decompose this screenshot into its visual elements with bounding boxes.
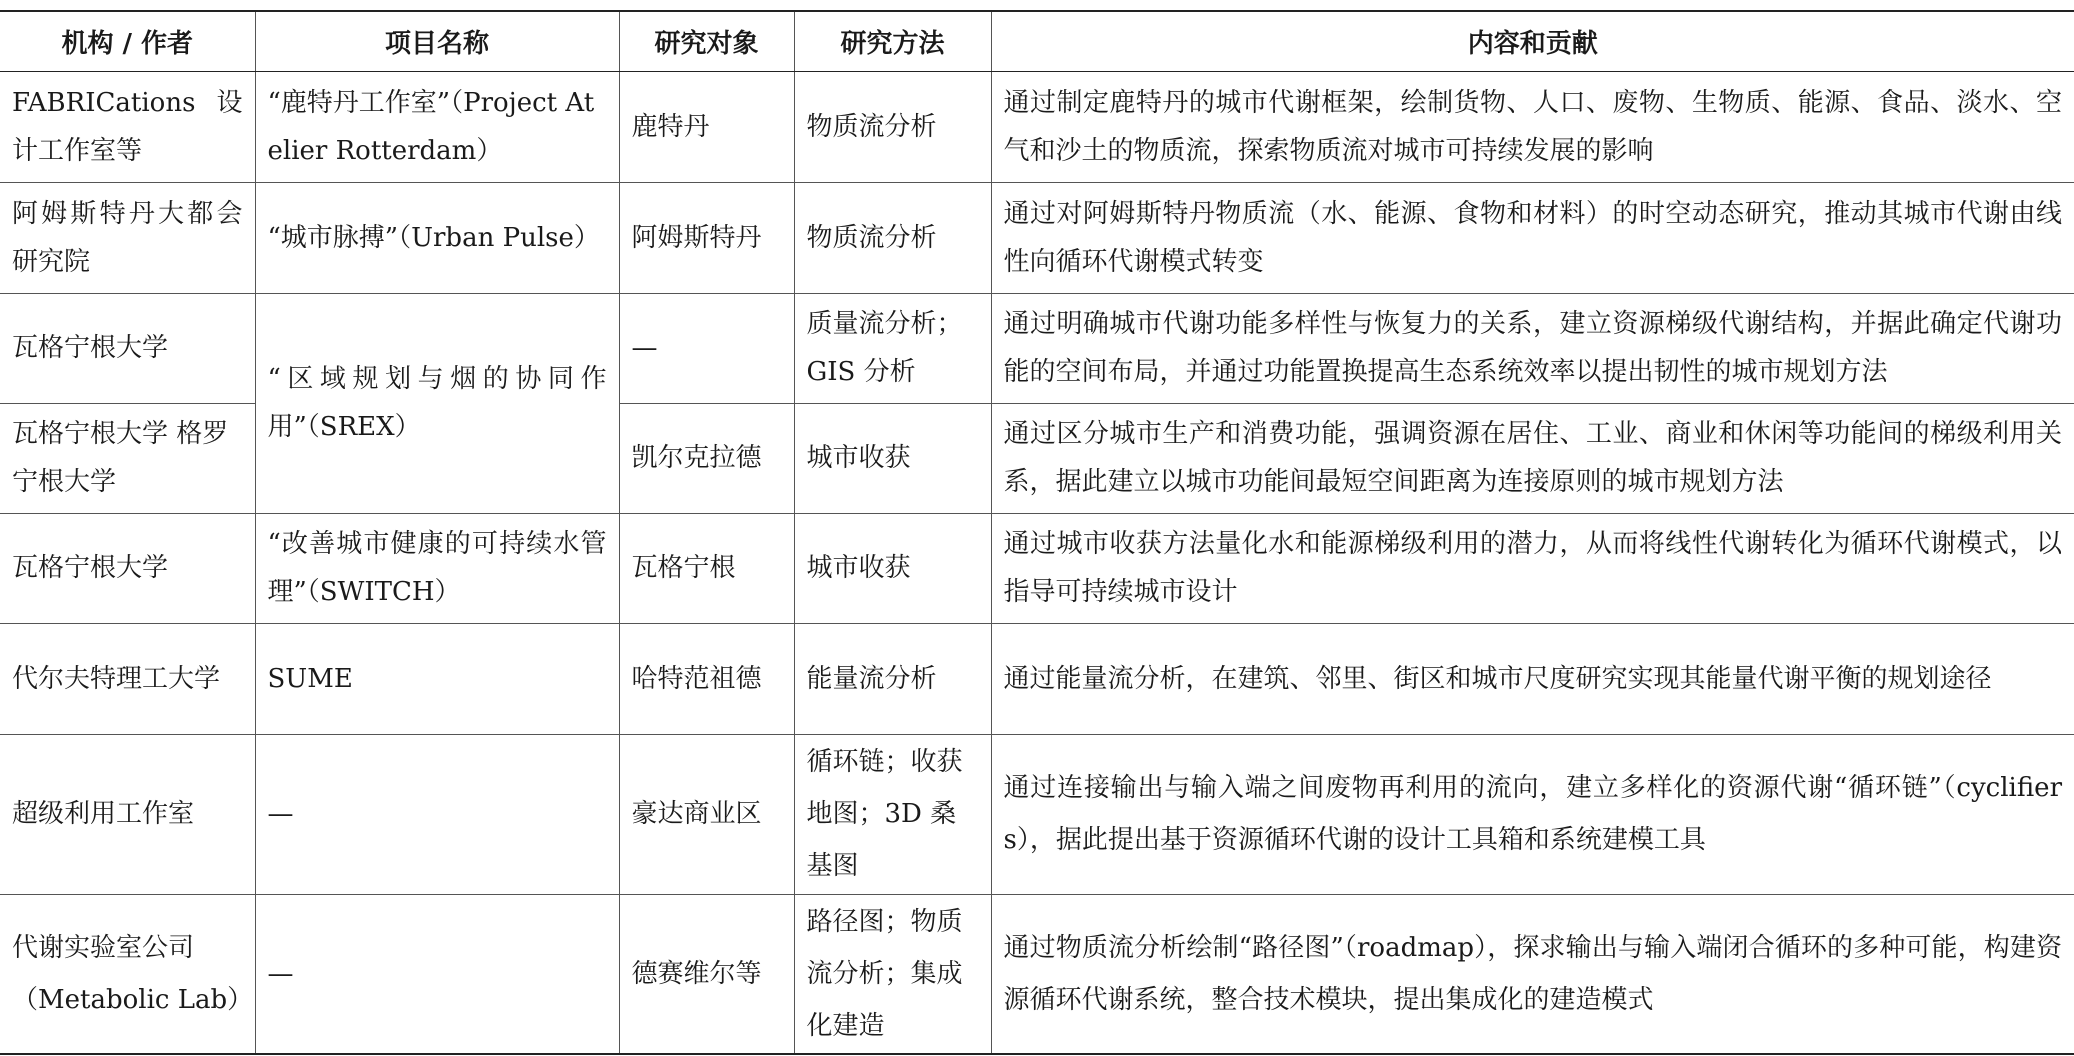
cell-institution: 阿姆斯特丹大都会研究院 xyxy=(0,182,255,293)
cell-method: 路径图；物质流分析；集成化建造 xyxy=(794,894,991,1054)
header-institution: 机构 / 作者 xyxy=(0,11,255,71)
cell-project: “鹿特丹工作室”（Project Atelier Rotterdam） xyxy=(255,71,619,182)
cell-subject: — xyxy=(619,293,794,403)
table-row xyxy=(0,513,2074,623)
cell-institution: 代尔夫特理工大学 xyxy=(0,623,255,734)
cell-project: “改善城市健康的可持续水管理”（SWITCH） xyxy=(255,513,619,623)
research-table-container xyxy=(0,10,2074,1055)
cell-project: — xyxy=(255,734,619,894)
cell-institution: 瓦格宁根大学 xyxy=(0,293,255,403)
research-projects-table xyxy=(0,10,2074,1055)
header-project: 项目名称 xyxy=(255,11,619,71)
cell-institution: 瓦格宁根大学 格罗宁根大学 xyxy=(0,403,255,513)
table-row xyxy=(0,293,2074,403)
table-row xyxy=(0,734,2074,894)
cell-institution: 代谢实验室公司（Metabolic Lab） xyxy=(0,894,255,1054)
cell-subject: 哈特范祖德 xyxy=(619,623,794,734)
header-subject: 研究对象 xyxy=(619,11,794,71)
cell-project: “城市脉搏”（Urban Pulse） xyxy=(255,182,619,293)
cell-subject: 瓦格宁根 xyxy=(619,513,794,623)
header-method: 研究方法 xyxy=(794,11,991,71)
cell-project: — xyxy=(255,894,619,1054)
cell-project: “区域规划与烟的协同作用”（SREX） xyxy=(255,293,619,513)
cell-institution: FABRICations 设计工作室等 xyxy=(0,71,255,182)
table-header-row xyxy=(0,11,2074,71)
cell-subject: 德赛维尔等 xyxy=(619,894,794,1054)
table-row xyxy=(0,623,2074,734)
cell-content: 通过能量流分析，在建筑、邻里、街区和城市尺度研究实现其能量代谢平衡的规划途径 xyxy=(991,623,2074,734)
cell-subject: 凯尔克拉德 xyxy=(619,403,794,513)
cell-content: 通过明确城市代谢功能多样性与恢复力的关系，建立资源梯级代谢结构，并据此确定代谢功能的空间布局，并通过功能置换提高生态系统效率以提出韧性的城市规划方法 xyxy=(991,293,2074,403)
cell-method: 城市收获 xyxy=(794,403,991,513)
cell-method: 质量流分析；GIS 分析 xyxy=(794,293,991,403)
cell-method: 物质流分析 xyxy=(794,182,991,293)
cell-method: 城市收获 xyxy=(794,513,991,623)
table-row xyxy=(0,71,2074,182)
cell-content: 通过对阿姆斯特丹物质流（水、能源、食物和材料）的时空动态研究，推动其城市代谢由线性向循环代谢模式转变 xyxy=(991,182,2074,293)
header-content: 内容和贡献 xyxy=(991,11,2074,71)
cell-content: 通过区分城市生产和消费功能，强调资源在居住、工业、商业和休闲等功能间的梯级利用关系，据此建立以城市功能间最短空间距离为连接原则的城市规划方法 xyxy=(991,403,2074,513)
cell-method: 能量流分析 xyxy=(794,623,991,734)
cell-institution: 超级利用工作室 xyxy=(0,734,255,894)
table-row xyxy=(0,182,2074,293)
cell-content: 通过物质流分析绘制“路径图”（roadmap），探求输出与输入端闭合循环的多种可能，构建资源循环代谢系统，整合技术模块，提出集成化的建造模式 xyxy=(991,894,2074,1054)
cell-project: SUME xyxy=(255,623,619,734)
cell-method: 物质流分析 xyxy=(794,71,991,182)
cell-subject: 阿姆斯特丹 xyxy=(619,182,794,293)
cell-method: 循环链；收获地图；3D 桑基图 xyxy=(794,734,991,894)
cell-subject: 鹿特丹 xyxy=(619,71,794,182)
cell-subject: 豪达商业区 xyxy=(619,734,794,894)
table-row xyxy=(0,894,2074,1054)
cell-content: 通过城市收获方法量化水和能源梯级利用的潜力，从而将线性代谢转化为循环代谢模式，以指导可持续城市设计 xyxy=(991,513,2074,623)
cell-institution: 瓦格宁根大学 xyxy=(0,513,255,623)
cell-content: 通过制定鹿特丹的城市代谢框架，绘制货物、人口、废物、生物质、能源、食品、淡水、空气和沙土的物质流，探索物质流对城市可持续发展的影响 xyxy=(991,71,2074,182)
cell-content: 通过连接输出与输入端之间废物再利用的流向，建立多样化的资源代谢“循环链”（cyclifiers），据此提出基于资源循环代谢的设计工具箱和系统建模工具 xyxy=(991,734,2074,894)
